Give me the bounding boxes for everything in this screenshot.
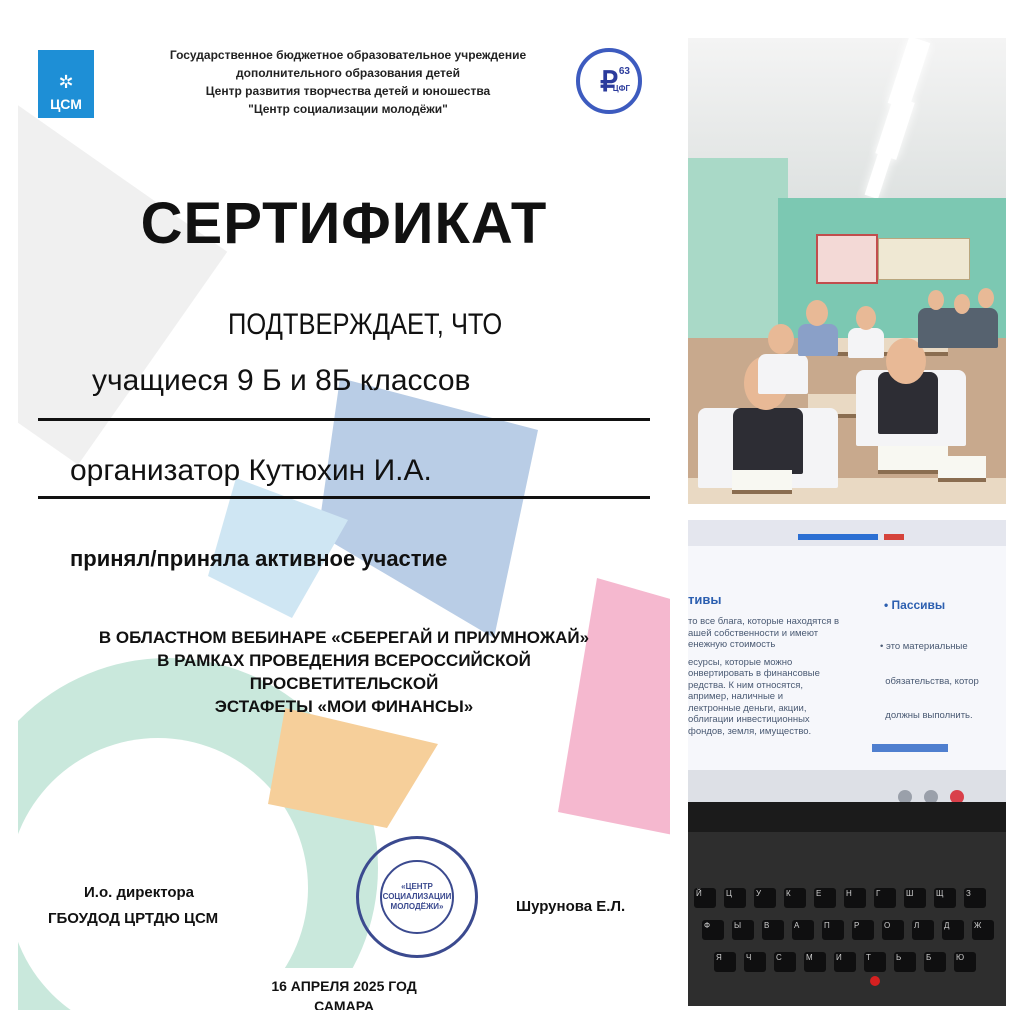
underline bbox=[38, 418, 650, 421]
keyboard-key: Ц bbox=[724, 888, 746, 908]
browser-toolbar bbox=[688, 520, 1006, 546]
decor-blue-shape bbox=[318, 378, 538, 638]
event-description bbox=[18, 626, 670, 718]
laptop-bezel bbox=[688, 802, 1006, 832]
organizer-text: организатор Кутюхин И.А. bbox=[70, 454, 432, 487]
organization-header bbox=[148, 46, 548, 118]
csm-logo-text: ЦСМ bbox=[50, 96, 82, 112]
student-head bbox=[978, 288, 994, 308]
certificate-date: 16 АПРЕЛЯ 2025 ГОД bbox=[271, 978, 417, 994]
keyboard-key: А bbox=[792, 920, 814, 940]
student-head bbox=[806, 300, 828, 326]
keyboard-key: Щ bbox=[934, 888, 956, 908]
slide-line: онвертировать в финансовые bbox=[688, 668, 820, 679]
slide-line: должны выполнить. bbox=[880, 710, 973, 721]
slide-line: редства. К ним относятся, bbox=[688, 679, 804, 691]
ruble-icon: ₽ bbox=[600, 65, 618, 97]
csm-logo bbox=[38, 50, 94, 118]
official-stamp bbox=[356, 836, 478, 958]
student-head bbox=[768, 324, 794, 354]
org-line: Центр развития творчества детей и юношества bbox=[205, 84, 491, 98]
certificate bbox=[18, 18, 670, 1010]
keyboard-key: Й bbox=[694, 888, 716, 908]
org-line: Государственное бюджетное образовательное учреждение bbox=[169, 48, 527, 62]
keyboard-key: Б bbox=[924, 952, 946, 972]
slide-link-strip bbox=[872, 744, 948, 752]
underline bbox=[38, 496, 650, 499]
decor-grey-shape bbox=[18, 91, 227, 465]
people-icon: ✲ bbox=[58, 72, 74, 92]
keyboard-key: Ю bbox=[954, 952, 976, 972]
event-line: ЭСТАФЕТЫ «МОИ ФИНАНСЫ» bbox=[214, 697, 474, 716]
classroom-photo bbox=[688, 38, 1006, 504]
slide-line: есурсы, которые можно bbox=[688, 656, 793, 668]
keyboard-key: Ы bbox=[732, 920, 754, 940]
slide-line: фондов, земля, имущество. bbox=[688, 725, 812, 737]
keyboard-key: У bbox=[754, 888, 776, 908]
confirms-text: ПОДТВЕРЖДАЕТ, ЧТО bbox=[228, 308, 503, 341]
wall-board bbox=[878, 238, 970, 280]
signer-name: Шурунова Е.Л. bbox=[516, 898, 626, 915]
stamp-center-text: «ЦЕНТР СОЦИАЛИЗАЦИИ МОЛОДЁЖИ» bbox=[380, 860, 454, 934]
org-line: дополнительного образования детей bbox=[236, 66, 460, 80]
slide-line: лектронные деньги, акции, bbox=[688, 702, 807, 714]
wall-poster bbox=[816, 234, 878, 284]
keyboard-key: С bbox=[774, 952, 796, 972]
keyboard-key: М bbox=[804, 952, 826, 972]
director-organization: ГБОУДОД ЦРТДЮ ЦСМ bbox=[48, 910, 219, 927]
slide-line: • это материальные bbox=[880, 641, 968, 652]
keyboard-key: Ч bbox=[744, 952, 766, 972]
org-line: "Центр социализации молодёжи" bbox=[248, 102, 448, 116]
slide-line: ашей собственности и имеют bbox=[688, 627, 819, 639]
keyboard-key: И bbox=[834, 952, 856, 972]
keyboard-key: З bbox=[964, 888, 986, 908]
keyboard-key: О bbox=[882, 920, 904, 940]
event-line: В РАМКАХ ПРОВЕДЕНИЯ ВСЕРОССИЙСКОЙ bbox=[157, 651, 531, 670]
slide-line: енежную стоимость bbox=[688, 639, 776, 650]
slide-line: то все блага, которые находятся в bbox=[688, 616, 840, 627]
keyboard-key: В bbox=[762, 920, 784, 940]
keyboard-key: Д bbox=[942, 920, 964, 940]
accent-strip bbox=[884, 534, 904, 540]
keyboard-key: Л bbox=[912, 920, 934, 940]
event-line: В ОБЛАСТНОМ ВЕБИНАРЕ «СБЕРЕГАЙ И ПРИУМНОЖАЙ» bbox=[98, 628, 590, 647]
slide-line: апример, наличные и bbox=[688, 691, 784, 702]
slide-column-assets bbox=[688, 616, 878, 737]
student-head bbox=[856, 306, 876, 330]
student-head bbox=[954, 294, 970, 314]
trackpoint bbox=[870, 976, 880, 986]
participation-text: принял/приняла активное участие bbox=[70, 546, 448, 571]
students-text: учащиеся 9 Б и 8Б классов bbox=[92, 364, 471, 397]
keyboard-key: Я bbox=[714, 952, 736, 972]
event-line: ПРОСВЕТИТЕЛЬСКОЙ bbox=[249, 674, 439, 693]
slide-line: облигации инвестиционных bbox=[688, 714, 810, 725]
student bbox=[798, 324, 838, 356]
keyboard-key: Е bbox=[814, 888, 836, 908]
laptop-screen bbox=[688, 520, 1006, 782]
date-block bbox=[18, 976, 670, 1010]
director-role: И.о. директора bbox=[84, 884, 195, 901]
notebook bbox=[938, 456, 986, 482]
keyboard-key: Ь bbox=[894, 952, 916, 972]
keyboard-key: Ш bbox=[904, 888, 926, 908]
keyboard-key: Г bbox=[874, 888, 896, 908]
keyboard-key: Ф bbox=[702, 920, 724, 940]
notebook bbox=[732, 470, 792, 494]
laptop-photo bbox=[688, 520, 1006, 1006]
keyboard-key: К bbox=[784, 888, 806, 908]
slide-heading-liabilities: • Пассивы bbox=[884, 598, 946, 612]
student bbox=[848, 328, 884, 358]
financial-literacy-logo bbox=[576, 48, 642, 114]
region-number: 63 bbox=[618, 66, 630, 77]
keyboard-key: П bbox=[822, 920, 844, 940]
slide-heading-assets: тивы bbox=[688, 592, 722, 607]
student-head bbox=[928, 290, 944, 310]
certificate-title: СЕРТИФИКАТ bbox=[140, 191, 548, 256]
keyboard bbox=[688, 832, 1006, 1006]
student-vest bbox=[733, 408, 803, 474]
keyboard-key: Т bbox=[864, 952, 886, 972]
certificate-city: САМАРА bbox=[314, 998, 374, 1010]
cfg-text: ЦФГ bbox=[612, 84, 630, 93]
keyboard-key: Н bbox=[844, 888, 866, 908]
student bbox=[758, 354, 808, 394]
student-group bbox=[918, 308, 998, 348]
slide-line: обязательства, котор bbox=[880, 675, 979, 687]
accent-strip bbox=[798, 534, 878, 540]
keyboard-key: Р bbox=[852, 920, 874, 940]
keyboard-key: Ж bbox=[972, 920, 994, 940]
